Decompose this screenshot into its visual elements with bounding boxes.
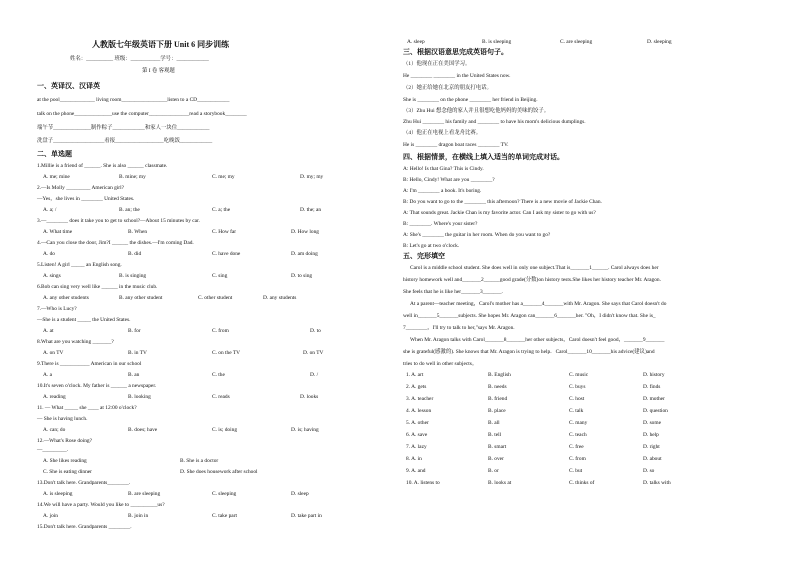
cloze-option: B. or bbox=[488, 468, 499, 474]
option: C. on the TV bbox=[212, 350, 241, 356]
cloze-option: C. but bbox=[569, 468, 583, 474]
cloze-option: B. English bbox=[488, 372, 511, 378]
question-text: 12.—What's Rose doing? bbox=[37, 438, 93, 444]
option: A. at bbox=[43, 328, 54, 334]
dialogue-line: B: Hello, Cindy! What are you ________? bbox=[403, 177, 495, 183]
option: A. a; / bbox=[43, 207, 57, 213]
option: A. any other students bbox=[43, 295, 89, 301]
cloze-option: C. host bbox=[569, 396, 585, 402]
option: B. does; have bbox=[128, 427, 158, 433]
cloze-option: 4. A. lesson bbox=[406, 408, 432, 414]
cloze-option: C. teach bbox=[569, 432, 587, 438]
cloze-option: B. looks at bbox=[488, 480, 512, 486]
translate-cn: （2）她正给她在北京的朋友打电话。 bbox=[403, 85, 492, 91]
section-3-title: 三、根据汉语意思完成英语句子。 bbox=[403, 48, 508, 56]
cloze-option: C. many bbox=[569, 420, 588, 426]
passage-line: well in_______5_______subjects. She hopes Mr. Aragon can_______6_______her. "Oh，I didn't know that. She is_ bbox=[403, 313, 656, 319]
cloze-option: C. thinks of bbox=[569, 480, 595, 486]
option: C. sing bbox=[212, 273, 228, 279]
cloze-option: B. place bbox=[488, 408, 506, 414]
cloze-option: 2. A. gets bbox=[406, 384, 427, 390]
option: D. How long bbox=[291, 229, 320, 235]
cloze-option: D. history bbox=[643, 372, 665, 378]
question-text: 4.—Can you close the door, Jim?I ______ the dishes.—I'm coming Dad. bbox=[37, 240, 194, 246]
option: A. on TV bbox=[43, 350, 64, 356]
option: D. sleeping bbox=[647, 39, 672, 45]
question-text: 13.Don't talk here. Grandparents________. bbox=[37, 480, 131, 486]
dialogue-line: A: I'm ________ a book. It's boring. bbox=[403, 188, 482, 194]
question-text: 6.Bob can sing very well like ______ in the music club. bbox=[37, 284, 158, 290]
cloze-option: D. talks with bbox=[643, 480, 671, 486]
cloze-option: 6. A. save bbox=[406, 432, 428, 438]
option: B. is singing bbox=[119, 273, 147, 279]
option: B. for bbox=[128, 328, 141, 334]
passage-line: When Mr. Aragon talks with Carol_______8_______her other subjects，Carol doesn't feel good，_______9_______ bbox=[410, 337, 665, 343]
question-text: 7.—Who is Lucy? bbox=[37, 306, 77, 312]
dialogue-line: A: That sounds great. Jackie Chan is my favorite actor. Can I ask my sister to go with us? bbox=[403, 210, 596, 216]
section-2-title: 二、单选题 bbox=[37, 150, 72, 158]
cloze-option: 7. A. lazy bbox=[406, 444, 427, 450]
s1-row: talk on the phone______________use the computer_______________read a storybook________ bbox=[37, 111, 247, 117]
cloze-option: 9. A. and bbox=[406, 468, 426, 474]
cloze-option: B. friend bbox=[488, 396, 508, 402]
option: D. on TV bbox=[303, 350, 324, 356]
section-4-title: 四、根据情景，在横线上填入适当的单词完成对话。 bbox=[403, 153, 564, 161]
dialogue-line: B: Let's go at two o'clock. bbox=[403, 243, 460, 249]
cloze-option: D. finds bbox=[643, 384, 661, 390]
passage-line: At a parent—teacher meeting，Carol's mother has a_______4_______with Mr. Aragon. She says that Carol doesn't do bbox=[410, 301, 667, 307]
question-text: 10.It's seven o'clock. My father is ______ a newspaper. bbox=[37, 383, 157, 389]
dialogue-line: B: Do you want to go to the ________ this afternoon? There is a new movie of Jackie Chan. bbox=[403, 199, 602, 205]
question-text: — She is having lunch. bbox=[37, 416, 88, 422]
cloze-option: 8. A. in bbox=[406, 456, 422, 462]
cloze-option: C. free bbox=[569, 444, 584, 450]
option: C. a; the bbox=[212, 207, 231, 213]
translate-en: He is ________ dragon boat races ________ TV. bbox=[403, 142, 509, 148]
volume-label: 第 I 卷 客观题 bbox=[142, 68, 175, 74]
option: C. How far bbox=[212, 229, 237, 235]
passage-line: tries to do well in other subjects。 bbox=[403, 361, 478, 367]
option: D. She does housework after school bbox=[180, 469, 258, 475]
option: D. any students bbox=[263, 295, 297, 301]
option: C. is; doing bbox=[212, 427, 238, 433]
option: A. She likes reading bbox=[43, 458, 87, 464]
passage-line: She feels that he is like her_______3_______. bbox=[403, 289, 503, 295]
option: B. are sleeping bbox=[128, 491, 161, 497]
passage-line: 7________，I'll try to talk to her,"says Mr. Aragon. bbox=[403, 325, 515, 331]
s1-row: 洗盘子___________________看报__________________吃晚饭____________ bbox=[37, 138, 213, 144]
option: D. am doing bbox=[291, 251, 318, 257]
option: C. are sleeping bbox=[560, 39, 593, 45]
translate-en: Zhu Hui ________ his family and ________ to have his mom's delicious dumplings. bbox=[403, 119, 586, 125]
option: C. take part bbox=[212, 513, 237, 519]
section-1-title: 一、英译汉、汉译英 bbox=[37, 82, 100, 90]
option: A. do bbox=[43, 251, 55, 257]
cloze-option: 1. A. art bbox=[406, 372, 424, 378]
question-text: 1.Millie is a friend of ______. She is also ______ classmate. bbox=[37, 163, 168, 169]
cloze-option: D. help bbox=[643, 432, 659, 438]
cloze-option: C. from bbox=[569, 456, 586, 462]
passage-line: she is grateful(感激的). She knows that Mr. Aragon is trying to help．Carol_______10_______his advice(建议)and bbox=[403, 349, 655, 355]
cloze-option: B. tell bbox=[488, 432, 502, 438]
translate-cn: （1）他现在正在美国学习。 bbox=[403, 61, 471, 67]
cloze-option: D. some bbox=[643, 420, 661, 426]
cloze-option: C. buys bbox=[569, 384, 586, 390]
cloze-option: 5. A. other bbox=[406, 420, 429, 426]
option: B. mine; my bbox=[119, 174, 146, 180]
option: A. is sleeping bbox=[43, 491, 73, 497]
question-text: 5.Listen! A girl _____ an English song. bbox=[37, 262, 122, 268]
translate-cn: （4）他正在电视上看龙舟比赛。 bbox=[403, 130, 482, 136]
cloze-option: B. all bbox=[488, 420, 500, 426]
question-text: 15.Don't talk here. Grandparents ________. bbox=[37, 524, 132, 530]
dialogue-line: B: ________. Where's your sister? bbox=[403, 221, 478, 227]
cloze-option: 3. A. teacher bbox=[406, 396, 434, 402]
option: D. to sing bbox=[291, 273, 313, 279]
dialogue-line: A: Hello! Is that Gina? This is Cindy. bbox=[403, 166, 484, 172]
option: A. join bbox=[43, 513, 58, 519]
option: A. reading bbox=[43, 394, 66, 400]
passage-line: Carol is a middle school student. She does well in only one subject.That is_______1______. Carol always does her bbox=[410, 265, 659, 271]
option: B. is sleeping bbox=[482, 39, 512, 45]
option: D. my; my bbox=[300, 174, 324, 180]
option: B. an; the bbox=[119, 207, 140, 213]
option: C. have done bbox=[212, 251, 241, 257]
option: C. other student bbox=[198, 295, 233, 301]
option: B. in TV bbox=[128, 350, 147, 356]
option: D. to bbox=[310, 328, 321, 334]
option: D. take part in bbox=[291, 513, 322, 519]
translate-cn: （3）Zhu Hui 想念他的家人并且很想吃他妈妈的美味的饺子。 bbox=[403, 108, 550, 114]
cloze-option: D. right bbox=[643, 444, 660, 450]
option: D. looks bbox=[300, 394, 319, 400]
option: C. She is eating dinner bbox=[43, 469, 92, 475]
question-text: —_________. bbox=[37, 447, 68, 453]
option: D. is; having bbox=[291, 427, 319, 433]
option: C. me; my bbox=[212, 174, 235, 180]
question-text: 3.—________ does it take you to get to school?—About 15 minutes by car. bbox=[37, 218, 200, 224]
question-text: 11. — What _____ she ____ at 12:00 o'clock? bbox=[37, 405, 137, 411]
dialogue-line: A: She's ________ the guitar in her room. When do you want to go? bbox=[403, 232, 551, 238]
option: B. When bbox=[128, 229, 148, 235]
option: C. the bbox=[212, 372, 225, 378]
translate-en: He ________ ________ in the United States now. bbox=[403, 73, 511, 79]
question-text: 9.There is ___________ American in our school bbox=[37, 361, 142, 367]
passage-line: history homework well and_______2______good grade(分数)on history tests.She likes her history teacher Mr. Aragon. bbox=[403, 277, 661, 283]
option: D. / bbox=[310, 372, 319, 378]
cloze-option: D. about bbox=[643, 456, 662, 462]
cloze-option: D. mother bbox=[643, 396, 665, 402]
option: C. sleeping bbox=[212, 491, 237, 497]
option: A. What time bbox=[43, 229, 73, 235]
option: A. sleep bbox=[407, 39, 425, 45]
page-title: 人教版七年级英语下册 Unit 6 同步训练 bbox=[92, 40, 230, 49]
option: B. did bbox=[128, 251, 142, 257]
option: C. reads bbox=[212, 394, 230, 400]
option: A. a bbox=[43, 372, 52, 378]
s1-row: at the pool_____________ living room_________________listen to a CD____________ bbox=[37, 97, 230, 103]
question-text: 2.—Is Molly _________ American girl? bbox=[37, 185, 124, 191]
option: A. can; do bbox=[43, 427, 66, 433]
question-text: —Yes，she lives in ________ United States. bbox=[37, 196, 135, 202]
s1-row: 端午节______________制作粽子____________和家人一块住____________ bbox=[37, 125, 210, 131]
option: B. join in bbox=[128, 513, 149, 519]
option: B. She is a doctor bbox=[180, 458, 219, 464]
cloze-option: C. music bbox=[569, 372, 589, 378]
option: A. me; mine bbox=[43, 174, 70, 180]
question-text: —She is a student _____ the United States. bbox=[37, 317, 131, 323]
option: B. looking bbox=[128, 394, 151, 400]
student-info-line: 姓名：__________ 班级：___________学号：____________ bbox=[70, 56, 209, 62]
cloze-option: 10. A. listens to bbox=[406, 480, 440, 486]
section-5-title: 五、完形填空 bbox=[403, 252, 445, 260]
question-text: 14.We will have a party. Would you like to __________us? bbox=[37, 502, 165, 508]
cloze-option: D. question bbox=[643, 408, 668, 414]
cloze-option: B. over bbox=[488, 456, 504, 462]
option: B. an bbox=[128, 372, 140, 378]
option: C. from bbox=[212, 328, 229, 334]
option: D. sleep bbox=[291, 491, 309, 497]
question-text: 8.What are you watching _______? bbox=[37, 339, 114, 345]
option: A. sings bbox=[43, 273, 61, 279]
option: B. any other student bbox=[119, 295, 163, 301]
cloze-option: B. smart bbox=[488, 444, 507, 450]
cloze-option: D. so bbox=[643, 468, 655, 474]
cloze-option: C. talk bbox=[569, 408, 584, 414]
translate-en: She is ________ on the phone ________ her friend in Beijing. bbox=[403, 97, 538, 103]
cloze-option: B. needs bbox=[488, 384, 507, 390]
option: D. the; an bbox=[300, 207, 322, 213]
